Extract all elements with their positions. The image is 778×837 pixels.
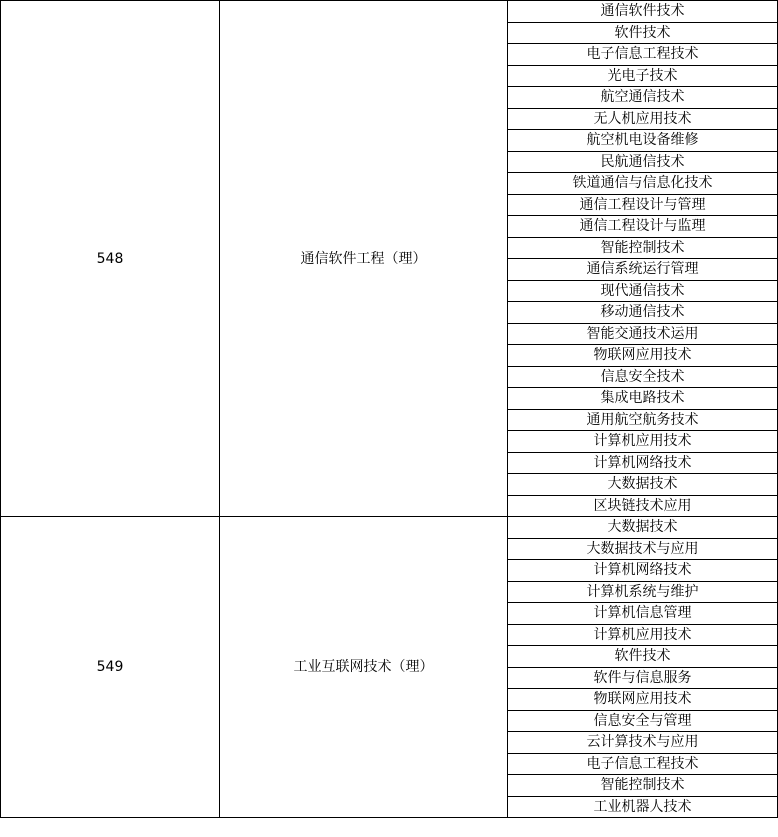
sub-major-cell: 通信工程设计与监理 [508, 216, 778, 238]
sub-major-cell: 大数据技术 [508, 474, 778, 496]
table-row [1, 1, 778, 23]
table-row [1, 517, 778, 539]
sub-major-cell: 云计算技术与应用 [508, 732, 778, 754]
sub-major-cell: 航空通信技术 [508, 87, 778, 109]
sub-major-cell: 集成电路技术 [508, 388, 778, 410]
sub-major-cell: 工业机器人技术 [508, 796, 778, 818]
sub-major-cell: 计算机应用技术 [508, 431, 778, 453]
sub-major-cell: 航空机电设备维修 [508, 130, 778, 152]
sub-major-cell: 信息安全技术 [508, 366, 778, 388]
sub-major-cell: 大数据技术 [508, 517, 778, 539]
sub-major-cell: 通信软件技术 [508, 1, 778, 23]
group-major-cell: 通信软件工程（理） [220, 1, 508, 517]
sub-major-cell: 物联网应用技术 [508, 689, 778, 711]
group-code-cell: 548 [1, 1, 220, 517]
sub-major-cell: 通信工程设计与管理 [508, 194, 778, 216]
sub-major-cell: 软件技术 [508, 22, 778, 44]
sub-major-cell: 智能控制技术 [508, 775, 778, 797]
sub-major-cell: 大数据技术与应用 [508, 538, 778, 560]
sub-major-cell: 通信系统运行管理 [508, 259, 778, 281]
sub-major-cell: 通用航空航务技术 [508, 409, 778, 431]
group-code-cell: 549 [1, 517, 220, 818]
sub-major-cell: 计算机网络技术 [508, 560, 778, 582]
sub-major-cell: 智能控制技术 [508, 237, 778, 259]
sub-major-cell: 计算机网络技术 [508, 452, 778, 474]
table-body [1, 1, 778, 818]
sub-major-cell: 电子信息工程技术 [508, 753, 778, 775]
sub-major-cell: 计算机信息管理 [508, 603, 778, 625]
sub-major-cell: 无人机应用技术 [508, 108, 778, 130]
sub-major-cell: 智能交通技术运用 [508, 323, 778, 345]
sub-major-cell: 民航通信技术 [508, 151, 778, 173]
group-major-cell: 工业互联网技术（理） [220, 517, 508, 818]
sub-major-cell: 铁道通信与信息化技术 [508, 173, 778, 195]
sub-major-cell: 移动通信技术 [508, 302, 778, 324]
sub-major-cell: 软件技术 [508, 646, 778, 668]
sub-major-cell: 现代通信技术 [508, 280, 778, 302]
sub-major-cell: 信息安全与管理 [508, 710, 778, 732]
sub-major-cell: 计算机系统与维护 [508, 581, 778, 603]
sub-major-cell: 软件与信息服务 [508, 667, 778, 689]
sub-major-cell: 电子信息工程技术 [508, 44, 778, 66]
sub-major-cell: 区块链技术应用 [508, 495, 778, 517]
sub-major-cell: 光电子技术 [508, 65, 778, 87]
sub-major-cell: 计算机应用技术 [508, 624, 778, 646]
sub-major-cell: 物联网应用技术 [508, 345, 778, 367]
